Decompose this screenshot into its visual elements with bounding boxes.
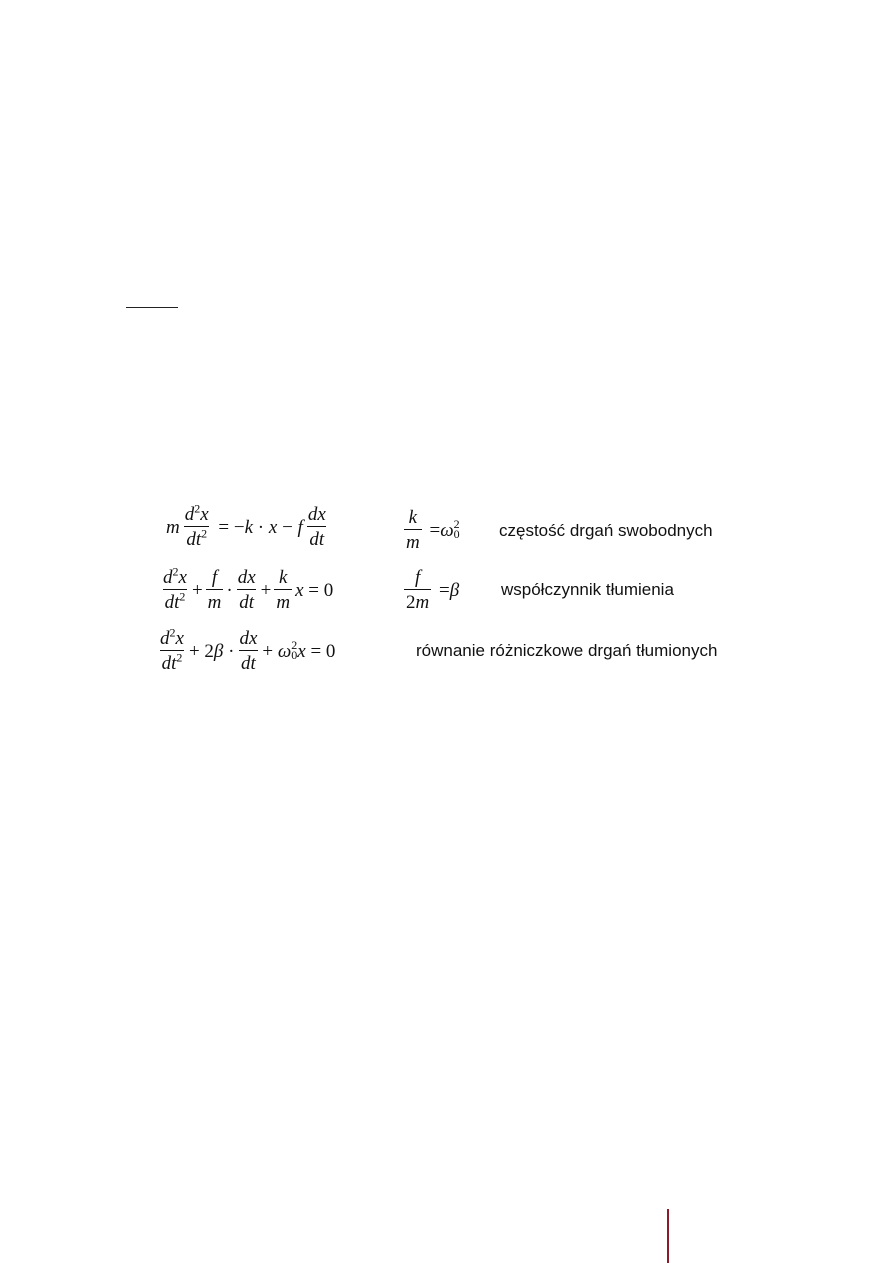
fraction-f-2m: $\frac{f}{2m}$: [406, 567, 430, 613]
fraction-d2x-dt2-2: $\frac{d^2x}{dt^2}$: [163, 564, 187, 613]
fraction-dx-dt-2: $\frac{dx}{dt}$: [237, 567, 256, 613]
natural-frequency-label: częstość drgań swobodnych: [499, 521, 713, 540]
equation-natural-frequency: $\frac{k}{m}$ = ω $_0$ $^2$: [406, 507, 460, 553]
footer-accent-line: [667, 1209, 669, 1263]
fraction-f-m: $\frac{f}{m}$: [207, 567, 222, 613]
fraction-dx-dt: $\frac{dx}{dt}$: [307, 504, 326, 550]
equation-damped: $\frac{d^2x}{dt^2}$ + 2 β · $\frac{dx}{dt}$ + ω $_0$ $^2$ x = 0: [160, 625, 336, 674]
damped-equation-label: równanie różniczkowe drgań tłumionych: [416, 641, 718, 660]
equation-motion: m $\frac{d^2x}{dt^2}$ = − k · x − f $\frac{dx}{dt}$: [166, 501, 326, 550]
damping-coefficient-label: współczynnik tłumienia: [501, 580, 674, 599]
equation-normalized: $\frac{d^2x}{dt^2}$ + $\frac{f}{m}$ · $\frac{dx}{dt}$ + $\frac{k}{m}$ x = 0: [163, 564, 334, 613]
fraction-k-m-2: $\frac{k}{m}$: [276, 567, 291, 613]
underline-mark: [126, 307, 178, 308]
fraction-d2x-dt2: $\frac{d^2x}{dt^2}$: [184, 501, 209, 550]
fraction-k-m: $\frac{k}{m}$: [406, 507, 420, 553]
equation-damping: $\frac{f}{2m}$ = β: [406, 567, 460, 613]
fraction-dx-dt-3: $\frac{dx}{dt}$: [239, 628, 258, 674]
fraction-d2x-dt2-3: $\frac{d^2x}{dt^2}$: [160, 625, 184, 674]
